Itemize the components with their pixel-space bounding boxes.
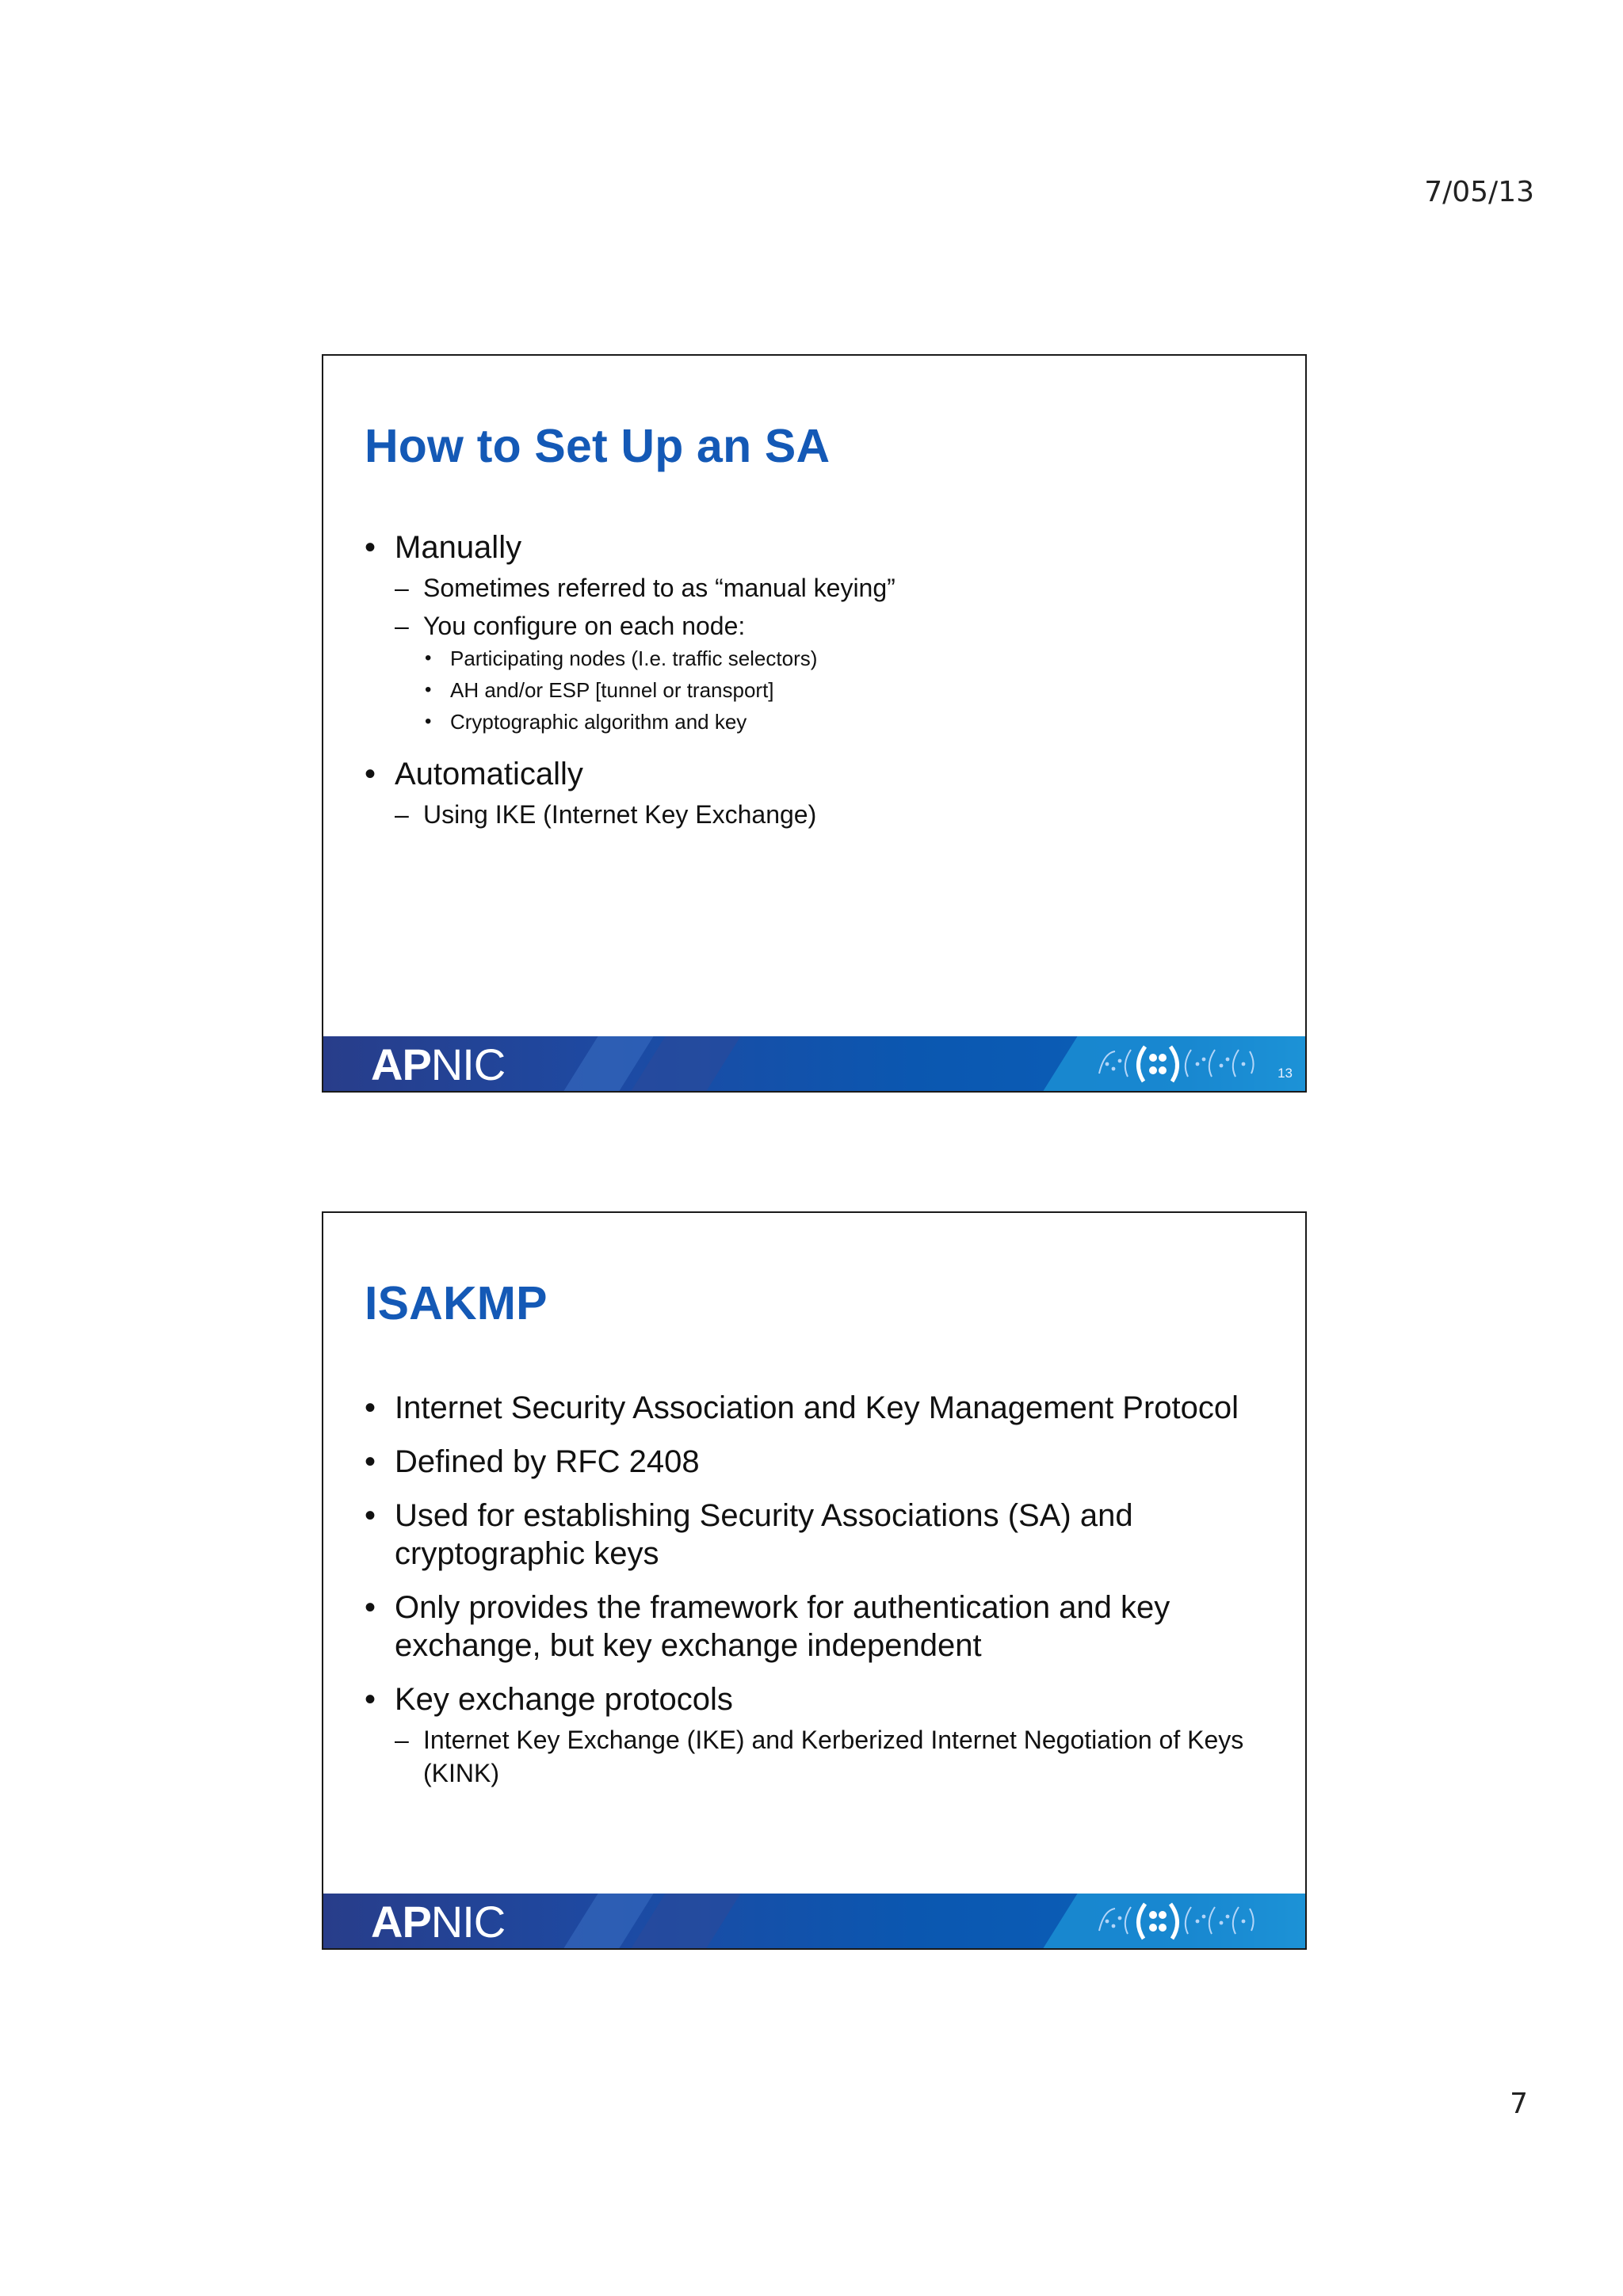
bullet-icon: • xyxy=(425,711,432,732)
sub-sub-bullet-text: Cryptographic algorithm and key xyxy=(450,710,747,734)
dash-icon: – xyxy=(395,1726,409,1754)
footer-band xyxy=(323,1036,1305,1091)
bullet-text: Manually xyxy=(395,530,522,565)
connected-dots-icon xyxy=(1093,1899,1259,1943)
slide-number: 13 xyxy=(1277,1066,1293,1081)
bullet-icon: • xyxy=(365,757,376,791)
sub-sub-bullet-item xyxy=(365,643,1258,674)
bullet-text: Only provides the framework for authentication and key exchange, but key exchange independent xyxy=(395,1590,1170,1663)
connected-dots-icon xyxy=(1093,1042,1259,1086)
bullet-item xyxy=(365,1389,1258,1427)
slide-title: How to Set Up an SA xyxy=(365,420,831,472)
bullet-icon: • xyxy=(365,1390,376,1425)
dash-icon: – xyxy=(395,612,409,640)
sub-bullet-text: Sometimes referred to as “manual keying” xyxy=(423,574,896,602)
sub-sub-bullet-item xyxy=(365,674,1258,706)
bullet-item xyxy=(365,1497,1258,1573)
sub-bullet-text: Using IKE (Internet Key Exchange) xyxy=(423,800,817,829)
bullet-item xyxy=(365,1680,1258,1718)
page-date: 7/05/13 xyxy=(1424,176,1534,208)
slide-title: ISAKMP xyxy=(365,1277,548,1329)
sub-bullet-text: You configure on each node: xyxy=(423,612,746,640)
page-number: 7 xyxy=(1510,2088,1528,2120)
bullet-text: Internet Security Association and Key Management Protocol xyxy=(395,1390,1239,1425)
dash-icon: – xyxy=(395,800,409,829)
apnic-logo: APNIC xyxy=(371,1039,506,1089)
bullet-text: Used for establishing Security Associations (SA) and cryptographic keys xyxy=(395,1498,1133,1571)
bullet-icon: • xyxy=(365,1590,376,1625)
sub-bullet-item xyxy=(365,571,1258,605)
bullet-item xyxy=(365,1443,1258,1481)
sub-sub-bullet-text: AH and/or ESP [tunnel or transport] xyxy=(450,678,774,702)
sub-bullet-item xyxy=(365,1723,1258,1790)
bullet-list xyxy=(365,528,1258,831)
footer-band xyxy=(323,1894,1305,1948)
bullet-text: Automatically xyxy=(395,757,583,791)
apnic-logo: APNIC xyxy=(371,1897,506,1947)
sub-bullet-item xyxy=(365,609,1258,643)
bullet-icon: • xyxy=(365,530,376,565)
dash-icon: – xyxy=(395,574,409,602)
slide-how-to-set-up-sa xyxy=(322,354,1307,1093)
bullet-list xyxy=(365,1389,1258,1790)
bullet-item xyxy=(365,1589,1258,1665)
bullet-icon: • xyxy=(365,1498,376,1533)
bullet-icon: • xyxy=(365,1682,376,1717)
bullet-item xyxy=(365,528,1258,566)
sub-sub-bullet-text: Participating nodes (I.e. traffic selectors) xyxy=(450,646,818,670)
bullet-icon: • xyxy=(425,679,432,700)
sub-sub-bullet-item xyxy=(365,706,1258,738)
bullet-item xyxy=(365,755,1258,793)
sub-bullet-item xyxy=(365,798,1258,831)
slide-isakmp xyxy=(322,1211,1307,1950)
bullet-text: Key exchange protocols xyxy=(395,1682,733,1717)
bullet-icon: • xyxy=(365,1444,376,1479)
bullet-text: Defined by RFC 2408 xyxy=(395,1444,700,1479)
sub-bullet-text: Internet Key Exchange (IKE) and Kerberized Internet Negotiation of Keys (KINK) xyxy=(423,1726,1244,1787)
bullet-icon: • xyxy=(425,647,432,669)
